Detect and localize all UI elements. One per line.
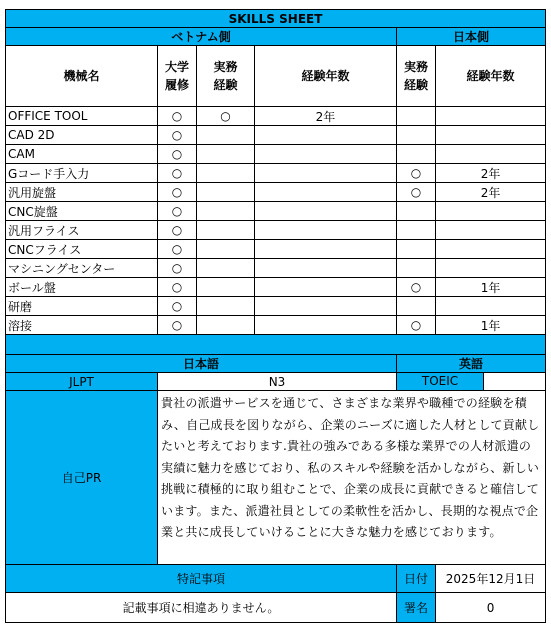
col-machine: 機械名 — [6, 46, 158, 107]
years-vn — [255, 164, 397, 183]
years-jp: 1年 — [436, 278, 546, 297]
practice-vn-mark — [197, 221, 255, 240]
years-vn — [255, 240, 397, 259]
date-value: 2025年12月1日 — [436, 565, 546, 593]
table-row — [6, 221, 546, 240]
years-jp — [436, 107, 546, 126]
toeic-value — [484, 373, 545, 390]
table-row — [6, 297, 546, 316]
jlpt-label: JLPT — [6, 373, 158, 391]
years-jp: 2年 — [436, 164, 546, 183]
table-row — [6, 316, 546, 335]
skill-name: CNC旋盤 — [6, 202, 158, 221]
years-jp — [436, 145, 546, 164]
section-vietnam: ベトナム側 — [6, 28, 397, 46]
practice-jp-mark — [397, 240, 436, 259]
university-mark: ○ — [158, 240, 197, 259]
university-mark: ○ — [158, 278, 197, 297]
practice-jp-mark — [397, 126, 436, 145]
university-mark: ○ — [158, 202, 197, 221]
table-row — [6, 202, 546, 221]
skills-table — [5, 9, 546, 623]
practice-jp-mark: ○ — [397, 316, 436, 335]
practice-jp-mark: ○ — [397, 164, 436, 183]
notes-label: 特記事項 — [6, 565, 397, 593]
practice-jp-mark — [397, 107, 436, 126]
english-header: 英語 — [397, 355, 546, 373]
years-jp — [436, 126, 546, 145]
years-vn — [255, 202, 397, 221]
university-mark: ○ — [158, 297, 197, 316]
skill-name: 研磨 — [6, 297, 158, 316]
spacer-band — [6, 335, 546, 355]
practice-jp-mark — [397, 297, 436, 316]
practice-vn-mark — [197, 126, 255, 145]
practice-jp-mark — [397, 145, 436, 164]
practice-jp-mark — [397, 221, 436, 240]
practice-jp-mark — [397, 202, 436, 221]
years-jp: 2年 — [436, 183, 546, 202]
university-mark: ○ — [158, 221, 197, 240]
university-mark: ○ — [158, 145, 197, 164]
practice-vn-mark — [197, 183, 255, 202]
practice-vn-mark — [197, 240, 255, 259]
practice-vn-mark — [197, 202, 255, 221]
practice-vn-mark — [197, 316, 255, 335]
table-row — [6, 183, 546, 202]
table-row — [6, 259, 546, 278]
years-jp: 1年 — [436, 316, 546, 335]
years-vn — [255, 259, 397, 278]
university-mark: ○ — [158, 259, 197, 278]
table-row — [6, 278, 546, 297]
col-years-jp: 経験年数 — [436, 46, 546, 107]
years-jp — [436, 202, 546, 221]
toeic-cell — [397, 373, 546, 391]
practice-jp-mark: ○ — [397, 183, 436, 202]
years-vn — [255, 297, 397, 316]
notes-value: 記載事項に相違ありません。 — [6, 593, 397, 623]
date-label: 日付 — [397, 565, 436, 593]
years-jp — [436, 259, 546, 278]
section-japan: 日本側 — [397, 28, 546, 46]
practice-vn-mark — [197, 278, 255, 297]
table-row — [6, 145, 546, 164]
practice-jp-mark — [397, 259, 436, 278]
practice-vn-mark — [197, 164, 255, 183]
col-years-vn: 経験年数 — [255, 46, 397, 107]
years-vn — [255, 126, 397, 145]
university-mark: ○ — [158, 107, 197, 126]
years-vn: 2年 — [255, 107, 397, 126]
col-university: 大学 履修 — [158, 46, 197, 107]
table-row — [6, 164, 546, 183]
sheet-title: SKILLS SHEET — [6, 10, 546, 28]
col-practice-jp: 実務 経験 — [397, 46, 436, 107]
years-jp — [436, 240, 546, 259]
skill-name: CNCフライス — [6, 240, 158, 259]
pr-text: 貴社の派遣サービスを通じて、さまざまな業界や職種での経験を積み、自己成長を図りながら、企業のニーズに適した人材として貢献したいと考えております.貴社の強みである多様な業界での人材派遣の実績に魅力を感じており、私のスキルや経験を活かしながら、新しい挑戦に積極的に取り組むことで、企業の成長に貢献できると確信しています。また、派遣社員としての柔軟性を活かし、長期的な視点で企業と共に成長していけることに大きな魅力を感じております。 — [158, 391, 546, 565]
university-mark: ○ — [158, 183, 197, 202]
sign-label: 署名 — [397, 593, 436, 623]
years-vn — [255, 221, 397, 240]
jlpt-value: N3 — [158, 373, 397, 391]
practice-vn-mark — [197, 259, 255, 278]
japanese-header: 日本語 — [6, 355, 397, 373]
university-mark: ○ — [158, 164, 197, 183]
years-jp — [436, 297, 546, 316]
years-vn — [255, 278, 397, 297]
sign-value: 0 — [436, 593, 546, 623]
skill-name: ボール盤 — [6, 278, 158, 297]
years-jp — [436, 221, 546, 240]
skill-name: OFFICE TOOL — [6, 107, 158, 126]
practice-vn-mark — [197, 145, 255, 164]
skill-name: Gコード手入力 — [6, 164, 158, 183]
university-mark: ○ — [158, 126, 197, 145]
skills-sheet — [5, 9, 545, 623]
practice-vn-mark: ○ — [197, 107, 255, 126]
university-mark: ○ — [158, 316, 197, 335]
practice-jp-mark: ○ — [397, 278, 436, 297]
pr-label: 自己PR — [6, 391, 158, 565]
table-row — [6, 240, 546, 259]
skill-name: CAM — [6, 145, 158, 164]
table-row — [6, 107, 546, 126]
col-practice-vn: 実務 経験 — [197, 46, 255, 107]
skill-name: 汎用フライス — [6, 221, 158, 240]
toeic-label: TOEIC — [397, 373, 484, 390]
table-row — [6, 126, 546, 145]
years-vn — [255, 183, 397, 202]
skill-name: マシニングセンター — [6, 259, 158, 278]
skill-name: 溶接 — [6, 316, 158, 335]
skill-name: 汎用旋盤 — [6, 183, 158, 202]
practice-vn-mark — [197, 297, 255, 316]
years-vn — [255, 145, 397, 164]
skill-name: CAD 2D — [6, 126, 158, 145]
years-vn — [255, 316, 397, 335]
